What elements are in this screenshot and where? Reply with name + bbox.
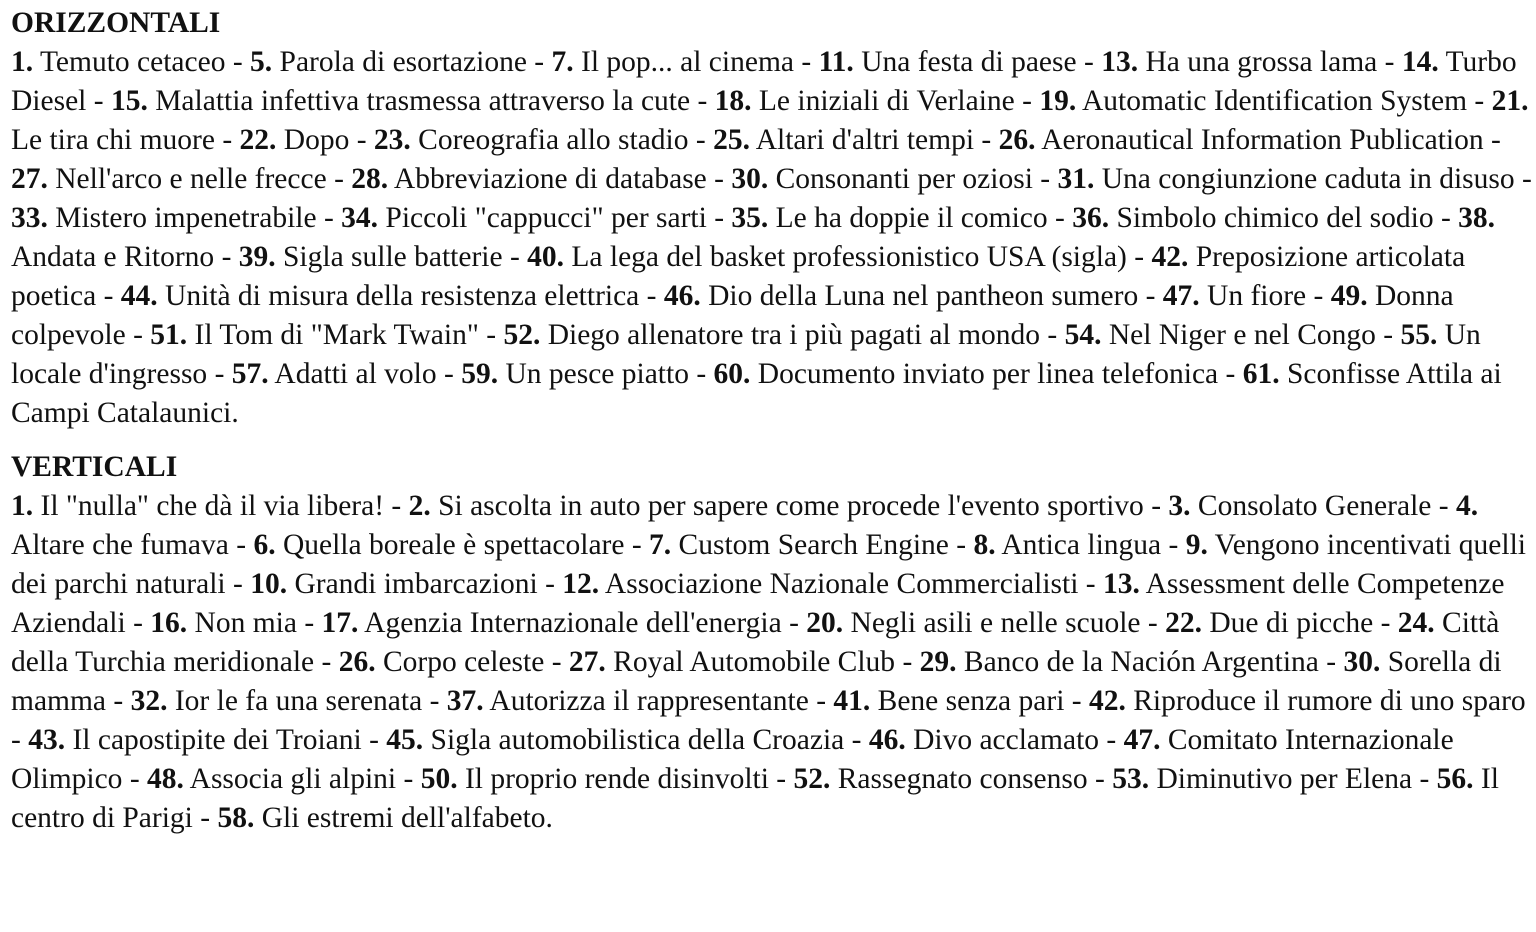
clue-text: Vengono incentivati quelli dei parchi naturali [11,529,1526,600]
clue-number: 32. [130,685,168,717]
clue-text: Una festa di paese [861,46,1077,78]
clue-item [819,46,1077,78]
clue-number: 30. [1343,646,1381,678]
clue-item [351,163,707,195]
clue-number: 50. [420,763,458,795]
clue-number: 40. [527,241,565,273]
clue-number: 8. [973,529,996,561]
clue-number: 47. [1162,280,1200,312]
clue-item [1163,280,1306,312]
clue-number: 25. [713,124,750,156]
clue-number: 12. [562,568,600,600]
clue-text: Associa gli alpini [189,763,397,795]
clue-item [664,280,1138,312]
clue-item [1168,490,1431,522]
clue-item [232,358,437,390]
clue-text: Negli asili e nelle scuole [850,607,1141,639]
clue-text: Il pop... al cinema [581,46,794,78]
clue-number: 58. [217,802,255,834]
across-clue-list: 1. Temuto cetaceo - 5. Parola di esortazione - 7. Il pop... al cinema - 11. Una festa di paese - 13. Ha una grossa lama - 14. Turbo Diesel - 15. Malattia infettiva trasmessa attraverso la cute - 18. Le iniziali di Verlaine - 19. Automatic Identification System - 21. Le tira chi muore - 22. Dopo - 23. Coreografia allo stadio - 25. Altari d'altri tempi - 26. Aeronautical Information Publication - 27. Nell'arco e nelle frecce - 28. Abbreviazione di database - 30. Consonanti per oziosi - 31. Una congiunzione caduta in disuso - 33. Mistero impenetrabile - 34. Piccoli "cappucci" per sarti - 35. Le ha doppie il comico - 36. Simbolo chimico del sodio - 38. Andata e Ritorno - 39. Sigla sulle batterie - 40. La lega del basket professionistico USA (sigla) - 42. Preposizione articolata poetica - 44. Unità di misura della resistenza elettrica - 46. Dio della Luna nel pantheon sumero - 47. Un fiore - 49. Donna colpevole - 51. Il Tom di "Mark Twain" - 52. Diego allenatore tra i più pagati al mondo - 54. Nel Niger e nel Congo - 55. Un locale d'ingresso - 57. Adatti al volo - 59. Un pesce piatto - 60. Documento inviato per linea telefonica - 61. Sconfisse Attila ai Campi Catalaunici. [11,46,1532,429]
clue-number: 42. [1151,241,1189,273]
clue-text: Dopo [283,124,350,156]
clue-text: Turbo Diesel [11,46,1517,117]
clue-item [1057,163,1514,195]
clue-item [1112,763,1412,795]
clue-number: 55. [1400,319,1438,351]
clue-item [147,763,396,795]
clue-text: Un pesce piatto [505,358,689,390]
down-clue-list: 1. Il "nulla" che dà il via libera! - 2. Si ascolta in auto per sapere come procede l'evento sportivo - 3. Consolato Generale - 4. Altare che fumava - 6. Quella boreale è spettacolare - 7. Custom Search Engine - 8. Antica lingua - 9. Vengono incentivati quelli dei parchi naturali - 10. Grandi imbarcazioni - 12. Associazione Nazionale Commercialisti - 13. Assessment delle Competenze Aziendali - 16. Non mia - 17. Agenzia Internazionale dell'energia - 20. Negli asili e nelle scuole - 22. Due di picche - 24. Città della Turchia meridionale - 26. Corpo celeste - 27. Royal Automobile Club - 29. Banco de la Nación Argentina - 30. Sorella di mamma - 32. Ior le fa una serenata - 37. Autorizza il rappresentante - 41. Bene senza pari - 42. Riproduce il rumore di uno sparo - 43. Il capostipite dei Troiani - 45. Sigla automobilistica della Croazia - 46. Divo acclamato - 47. Comitato Internazionale Olimpico - 48. Associa gli alpini - 50. Il proprio rende disinvolti - 52. Rassegnato consenso - 53. Diminutivo per Elena - 56. Il centro di Parigi - 58. Gli estremi dell'alfabeto. [11,490,1526,834]
clue-number: 15. [110,85,148,117]
clue-text: Sconfisse Attila ai Campi Catalaunici. [11,358,1502,429]
clue-item [374,124,689,156]
clue-number: 43. [28,724,66,756]
clue-item [322,607,782,639]
clue-number: 46. [868,724,906,756]
clue-number: 2. [408,490,431,522]
clue-item [150,607,297,639]
clue-item [447,685,809,717]
clue-number: 38. [1458,202,1496,234]
clue-number: 20. [806,607,844,639]
clue-text: Si ascolta in auto per sapere come procede l'evento sportivo [438,490,1144,522]
clue-item [409,490,1144,522]
clue-text: Unità di misura della resistenza elettrica [165,280,640,312]
clue-number: 19. [1039,85,1077,117]
clue-item [11,46,225,78]
down-title: VERTICALI [11,451,178,483]
clue-text: Gli estremi dell'alfabeto. [261,802,553,834]
clue-text: Automatic Identification System [1081,85,1468,117]
clue-number: 51. [150,319,188,351]
clue-item [973,529,1161,561]
clue-item [503,319,1040,351]
clue-text: Royal Automobile Club [613,646,896,678]
clue-text: Il centro di Parigi [11,763,1499,834]
clue-item [794,763,1088,795]
clue-text: Città della Turchia meridionale [11,607,1500,678]
clue-text: Assessment delle Competenze Aziendali [11,568,1505,639]
clue-number: 44. [120,280,158,312]
clue-text: Non mia [194,607,297,639]
clue-number: 56. [1436,763,1474,795]
clue-text: Documento inviato per linea telefonica [757,358,1219,390]
clue-number: 28. [351,163,389,195]
clue-item [1072,202,1433,234]
clue-text: Diego allenatore tra i più pagati al mondo [547,319,1041,351]
clue-text: Abbreviazione di database [393,163,707,195]
clue-item [111,85,690,117]
clue-text: Sigla automobilistica della Croazia [430,724,845,756]
clue-text: Piccoli "cappucci" per sarti [385,202,707,234]
clue-text: Associazione Nazionale Commercialisti [604,568,1079,600]
clue-text: Diminutivo per Elena [1156,763,1413,795]
clue-number: 35. [731,202,769,234]
clue-number: 7. [551,46,574,78]
clue-text: Custom Search Engine [678,529,949,561]
clue-item [131,685,423,717]
clue-item [552,46,794,78]
clue-number: 60. [713,358,751,390]
clue-number: 61. [1242,358,1280,390]
clue-item [250,46,527,78]
clue-item [461,358,689,390]
clue-text: Nel Niger e nel Congo [1108,319,1376,351]
clue-text: Temuto cetaceo [39,46,226,78]
clue-item [240,124,350,156]
clue-item [562,568,1078,600]
clue-item [28,724,362,756]
clue-text: Banco de la Nación Argentina [963,646,1319,678]
clue-number: 42. [1088,685,1126,717]
clue-number: 17. [321,607,359,639]
clue-number: 27. [11,163,48,195]
clue-text: Quella boreale è spettacolare [282,529,625,561]
clue-item [1089,685,1526,717]
clue-text: Altari d'altri tempi [755,124,975,156]
clue-text: Le iniziali di Verlaine [758,85,1015,117]
clue-item [806,607,1140,639]
clue-number: 1. [11,490,34,522]
clue-item [1065,319,1376,351]
clue-item [731,202,1047,234]
clue-text: Aeronautical Information Publication [1041,124,1484,156]
clue-text: Il capostipite dei Troiani [72,724,362,756]
clue-number: 21. [1491,85,1529,117]
clue-number: 49. [1330,280,1368,312]
clue-number: 36. [1072,202,1110,234]
clue-item [731,163,1033,195]
clue-number: 34. [341,202,379,234]
clue-text: Agenzia Internazionale dell'energia [364,607,782,639]
clue-text: Il "nulla" che dà il via libera! [40,490,385,522]
clue-number: 11. [818,46,854,78]
clue-text: Preposizione articolata poetica [11,241,1466,312]
clue-item [920,646,1319,678]
clue-number: 24. [1397,607,1435,639]
clue-text: Il proprio rende disinvolti [464,763,769,795]
clue-number: 13. [1102,568,1140,600]
clue-text: Le ha doppie il comico [775,202,1048,234]
clue-number: 30. [731,163,769,195]
clue-number: 9. [1185,529,1208,561]
clue-item [11,202,317,234]
clue-number: 18. [714,85,752,117]
clue-text: Riproduce il rumore di uno sparo [1133,685,1526,717]
clue-text: Sigla sulle batterie [283,241,503,273]
clue-number: 33. [11,202,48,234]
clue-item [217,802,552,834]
clue-text: Simbolo chimico del sodio [1116,202,1434,234]
clue-item [341,202,707,234]
clue-number: 54. [1064,319,1102,351]
clue-item [869,724,1099,756]
clue-text: Coreografia allo stadio [418,124,689,156]
across-title: ORIZZONTALI [11,7,221,39]
clue-text: Bene senza pari [877,685,1065,717]
clue-number: 13. [1101,46,1139,78]
clue-number: 4. [1455,490,1479,522]
clue-number: 47. [1123,724,1161,756]
clue-text: Mistero impenetrabile [55,202,317,234]
clue-text: Un fiore [1207,280,1307,312]
clue-item [1165,607,1373,639]
clue-item [421,763,769,795]
clue-item [1101,46,1377,78]
clue-number: 16. [150,607,188,639]
clue-item [386,724,844,756]
clue-number: 26. [338,646,376,678]
clue-number: 52. [793,763,831,795]
clue-item [253,529,624,561]
clue-item [569,646,895,678]
clue-number: 10. [250,568,288,600]
clue-item [250,568,538,600]
clue-item [833,685,1064,717]
clue-text: Andata e Ritorno [11,241,215,273]
clue-text: Parola di esortazione [279,46,527,78]
clue-text: Divo acclamato [913,724,1100,756]
clue-text: Nell'arco e nelle frecce [55,163,327,195]
clue-number: 7. [649,529,672,561]
section-gap [11,433,1536,448]
clue-number: 52. [503,319,541,351]
clue-number: 45. [386,724,424,756]
clue-text: Le tira chi muore [11,124,215,156]
clue-item [11,163,327,195]
clue-text: Dio della Luna nel pantheon sumero [708,280,1139,312]
clue-text: Il Tom di "Mark Twain" [194,319,479,351]
clue-text: Ior le fa una serenata [174,685,423,717]
clue-number: 27. [568,646,606,678]
clue-text: Sorella di mamma [11,646,1502,717]
clue-text: Rassegnato consenso [837,763,1088,795]
clue-text: Ha una grossa lama [1145,46,1378,78]
clue-number: 22. [1165,607,1202,639]
clue-number: 14. [1401,46,1439,78]
clue-number: 29. [919,646,957,678]
clue-text: Due di picche [1209,607,1374,639]
clue-number: 39. [238,241,276,273]
clue-text: Un locale d'ingresso [11,319,1481,390]
clue-item [715,85,1015,117]
clue-item [339,646,545,678]
clue-number: 37. [446,685,484,717]
clue-text: Grandi imbarcazioni [294,568,538,600]
clue-text: La lega del basket professionistico USA (sigla) [571,241,1127,273]
clue-number: 59. [461,358,499,390]
clue-number: 22. [239,124,277,156]
clue-number: 57. [231,358,269,390]
clue-item [121,280,640,312]
clue-text: Altare che fumava [11,529,229,561]
clue-number: 41. [833,685,871,717]
clue-number: 6. [253,529,276,561]
clue-item [999,124,1484,156]
clue-number: 26. [998,124,1036,156]
clue-text: Malattia infettiva trasmessa attraverso la cute [155,85,691,117]
clue-number: 31. [1057,163,1095,195]
clue-item [527,241,1127,273]
clue-item [649,529,949,561]
clue-text: Consolato Generale [1197,490,1432,522]
clue-number: 53. [1112,763,1150,795]
clue-text: Donna colpevole [11,280,1454,351]
clue-text: Consonanti per oziosi [775,163,1033,195]
clue-item [713,124,974,156]
clue-number: 48. [147,763,184,795]
clue-number: 3. [1168,490,1191,522]
clue-text: Adatti al volo [274,358,437,390]
clue-item [150,319,479,351]
clue-item [1039,85,1467,117]
clue-text: Antica lingua [1001,529,1162,561]
clue-item [239,241,503,273]
clue-text: Autorizza il rappresentante [489,685,809,717]
clue-item [714,358,1219,390]
clue-number: 23. [373,124,411,156]
clue-number: 46. [663,280,701,312]
clue-item [11,490,384,522]
clue-text: Comitato Internazionale Olimpico [11,724,1454,795]
clue-number: 1. [11,46,34,78]
clue-text: Corpo celeste [382,646,545,678]
clue-text: Una congiunzione caduta in disuso [1101,163,1515,195]
clue-number: 5. [250,46,273,78]
